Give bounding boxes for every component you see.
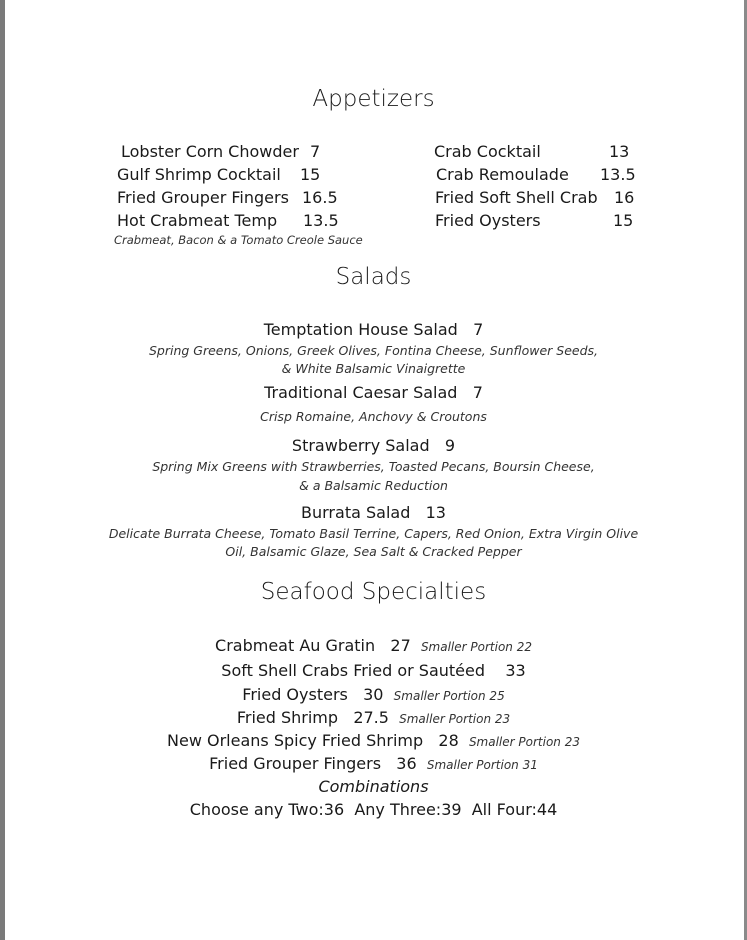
seafood-item bbox=[0, 754, 747, 773]
seafood-smaller-portion: Smaller Portion 25 bbox=[393, 689, 505, 703]
seafood-item bbox=[0, 661, 747, 680]
seafood-smaller-portion: Smaller Portion 23 bbox=[468, 735, 580, 749]
appetizer-name: Lobster Corn Chowder bbox=[121, 142, 299, 161]
appetizer-price: 15 bbox=[613, 211, 634, 230]
salad-price: 7 bbox=[473, 320, 484, 339]
combinations-title: Combinations bbox=[318, 777, 429, 796]
seafood-item bbox=[0, 708, 747, 727]
seafood-price: 36 bbox=[396, 754, 417, 773]
seafood-name: Soft Shell Crabs Fried or Sautéed bbox=[221, 661, 486, 680]
salad-desc: Spring Mix Greens with Strawberries, Toasted Pecans, Boursin Cheese, bbox=[152, 459, 595, 474]
seafood-price: 27 bbox=[390, 636, 411, 655]
seafood-smaller-portion: Smaller Portion 23 bbox=[399, 712, 511, 726]
salad-desc: Delicate Burrata Cheese, Tomato Basil Terrine, Capers, Red Onion, Extra Virgin Olive bbox=[108, 526, 639, 541]
seafood-heading: Seafood Specialties bbox=[260, 579, 487, 605]
seafood-item bbox=[0, 636, 747, 655]
appetizer-price: 15 bbox=[300, 165, 321, 184]
salads-heading: Salads bbox=[335, 264, 412, 290]
appetizer-name: Fried Oysters bbox=[435, 211, 541, 230]
seafood-name: Fried Grouper Fingers bbox=[209, 754, 382, 773]
salad-item bbox=[0, 383, 747, 402]
combinations-text: Choose any Two:36 Any Three:39 All Four:44 bbox=[189, 800, 558, 819]
appetizer-name: Crab Cocktail bbox=[434, 142, 541, 161]
salad-name: Burrata Salad bbox=[301, 503, 411, 522]
appetizer-note: Crabmeat, Bacon & a Tomato Creole Sauce bbox=[114, 233, 363, 247]
salad-item bbox=[0, 503, 747, 522]
salad-name: Strawberry Salad bbox=[291, 436, 430, 455]
seafood-price: 27.5 bbox=[353, 708, 389, 727]
seafood-name: Fried Shrimp bbox=[236, 708, 339, 727]
seafood-item bbox=[0, 685, 747, 704]
salad-item bbox=[0, 320, 747, 339]
salad-price: 13 bbox=[425, 503, 446, 522]
seafood-name: Crabmeat Au Gratin bbox=[215, 636, 376, 655]
appetizer-price: 7 bbox=[310, 142, 321, 161]
salad-desc: Spring Greens, Onions, Greek Olives, Fontina Cheese, Sunflower Seeds, bbox=[148, 343, 599, 358]
appetizer-price: 16 bbox=[614, 188, 635, 207]
appetizer-name: Fried Grouper Fingers bbox=[117, 188, 289, 207]
appetizer-price: 16.5 bbox=[302, 188, 338, 207]
appetizer-name: Crab Remoulade bbox=[436, 165, 569, 184]
seafood-item bbox=[0, 731, 747, 750]
appetizer-name: Gulf Shrimp Cocktail bbox=[117, 165, 281, 184]
salad-desc: Crisp Romaine, Anchovy & Croutons bbox=[260, 409, 487, 424]
salad-desc: & White Balsamic Vinaigrette bbox=[281, 361, 466, 376]
salad-name: Temptation House Salad bbox=[263, 320, 458, 339]
appetizer-price: 13.5 bbox=[600, 165, 636, 184]
appetizer-name: Fried Soft Shell Crab bbox=[435, 188, 598, 207]
seafood-price: 33 bbox=[505, 661, 526, 680]
salad-desc: Oil, Balsamic Glaze, Sea Salt & Cracked Pepper bbox=[225, 544, 522, 559]
seafood-smaller-portion: Smaller Portion 22 bbox=[420, 640, 532, 654]
appetizer-price: 13 bbox=[609, 142, 630, 161]
salad-desc: & a Balsamic Reduction bbox=[299, 478, 448, 493]
seafood-name: New Orleans Spicy Fried Shrimp bbox=[167, 731, 424, 750]
seafood-price: 30 bbox=[363, 685, 384, 704]
salad-price: 9 bbox=[444, 436, 456, 455]
seafood-price: 28 bbox=[438, 731, 459, 750]
salad-item bbox=[0, 436, 747, 455]
appetizer-name: Hot Crabmeat Temp bbox=[117, 211, 278, 230]
appetizers-heading: Appetizers bbox=[312, 86, 435, 112]
appetizer-price: 13.5 bbox=[303, 211, 339, 230]
salad-price: 7 bbox=[472, 383, 483, 402]
salad-name: Traditional Caesar Salad bbox=[264, 383, 458, 402]
seafood-smaller-portion: Smaller Portion 31 bbox=[426, 758, 538, 772]
seafood-name: Fried Oysters bbox=[242, 685, 348, 704]
